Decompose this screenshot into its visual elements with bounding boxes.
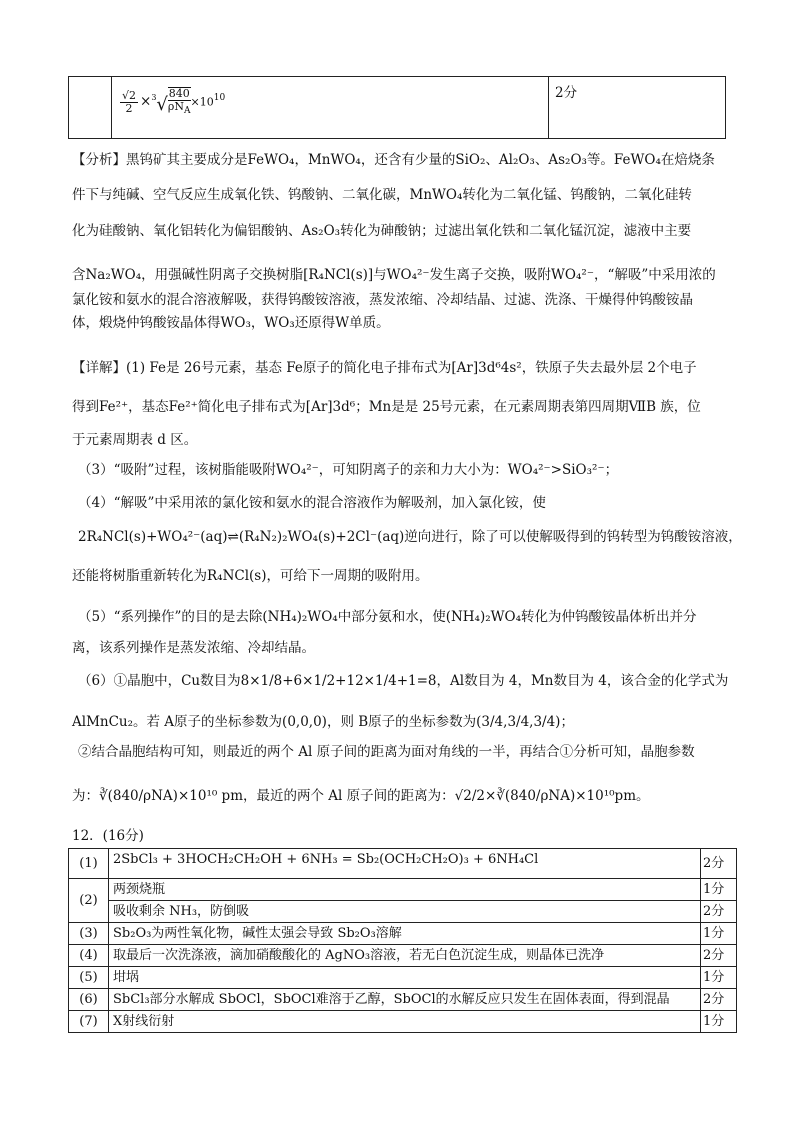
detail-line: 于元素周期表 d 区。 (72, 432, 198, 448)
analysis-line: 化为硅酸钠、氧化铝转化为偏铝酸钠、As₂O₃转化为砷酸钠；过滤出氧化铁和二氧化锰沉淀，滤液中主要 (72, 223, 692, 239)
sqrt2-over-2: $\frac{√2}{2}$ (122, 88, 137, 115)
top-table-score-cell: 2分 (549, 77, 726, 139)
table-row: (6) SbCl₃部分水解成 SbOCl，SbOCl难溶于乙醇，SbOCl的水解反应只发生在固体表面，得到混晶 2分 (69, 989, 737, 1011)
detail-line: ②结合晶胞结构可知，则最近的两个 Al 原子间的距离为面对角线的一半，再结合①分析可知，晶胞参数 (78, 744, 695, 760)
detail-line: （5）“系列操作”的目的是去除(NH₄)₂WO₄中部分氨和水，使(NH₄)₂WO₄转化为仲钨酸铵晶体析出并分 (78, 609, 697, 625)
detail-line: （6）①晶胞中，Cu数目为8×1/8+6×1/2+12×1/4+1=8，Al数目为 4，Mn数目为 4，该合金的化学式为 (78, 673, 729, 689)
analysis-line: 件下与纯碱、空气反应生成氧化铁、钨酸钠、二氧化碳，MnWO₄转化为二氧化锰、钨酸钠，二氧化硅转 (72, 187, 692, 203)
table-row: (2) 两颈烧瓶 1分 (69, 879, 737, 901)
q12-answer-table (68, 848, 737, 1033)
detail-line: 离，该系列操作是蒸发浓缩、冷却结晶。 (72, 640, 315, 656)
analysis-line: 氯化铵和氨水的混合溶液解吸，获得钨酸铵溶液，蒸发浓缩、冷却结晶、过滤、洗涤、干燥得仲钨酸铵晶 (72, 292, 693, 308)
table-row: (4) 取最后一次洗涤液，滴加硝酸酸化的 AgNO₃溶液，若无白色沉淀生成，则晶体已洗净 2分 (69, 945, 737, 967)
table-row: 吸收剩余 NH₃，防倒吸 2分 (69, 901, 737, 923)
detail-line: （3）“吸附”过程，该树脂能吸附WO₄²⁻，可知阴离子的亲和力大小为：WO₄²⁻>SiO₃²⁻； (78, 462, 619, 478)
top-table-formula-cell: $\frac{√2}{2}$ ×$^3$√ 840 $\rho N_A\times 10^{10}$ (112, 77, 549, 139)
top-table-number-cell (69, 77, 112, 139)
detail-line: 【详解】(1) Fe是 26号元素，基态 Fe原子的简化电子排布式为[Ar]3d⁶4s²，铁原子失去最外层 2个电子 (72, 360, 697, 376)
top-answer-table (68, 76, 726, 139)
table-row: (5) 坩埚 1分 (69, 967, 737, 989)
analysis-line: 体，煅烧仲钨酸铵晶体得WO₃，WO₃还原得W单质。 (72, 315, 390, 331)
table-row: (3) Sb₂O₃为两性氧化物，碱性太强会导致 Sb₂O₃溶解 1分 (69, 923, 737, 945)
table-row: (7) X射线衍射 1分 (69, 1011, 737, 1033)
detail-line: 为：∛(840/ρNA)×10¹⁰ pm，最近的两个 Al 原子间的距离为：√2/2×∛(840/ρNA)×10¹⁰pm。 (72, 788, 650, 804)
table-row: (1) 2SbCl₃ + 3HOCH₂CH₂OH + 6NH₃ = Sb₂(OCH₂CH₂O)₃ + 6NH₄Cl 2分 (69, 849, 737, 879)
detail-line: （4）“解吸”中采用浓的氯化铵和氨水的混合溶液作为解吸剂，加入氯化铵，使 (78, 495, 546, 511)
analysis-line: 【分析】黑钨矿其主要成分是FeWO₄，MnWO₄，还含有少量的SiO₂、Al₂O₃、As₂O₃等。FeWO₄在焙烧条 (72, 152, 715, 168)
cube-root: $^3$√ 840 $\rho N_A$ (151, 87, 191, 117)
detail-line: 得到Fe²⁺，基态Fe²⁺简化电子排布式为[Ar]3d⁶；Mn是是 25号元素，在元素周期表第四周期ⅦB 族，位 (72, 399, 701, 415)
detail-line: 还能将树脂重新转化为R₄NCl(s)，可给下一周期的吸附用。 (72, 568, 429, 584)
analysis-line: 含Na₂WO₄，用强碱性阴离子交换树脂[R₄NCl(s)]与WO₄²⁻发生离子交换，吸附WO₄²⁻，“解吸”中采用浓的 (72, 267, 716, 283)
detail-line: 2R₄NCl(s)+WO₄²⁻(aq)⇌(R₄N₂)₂WO₄(s)+2Cl⁻(aq)逆向进行，除了可以使解吸得到的钨转型为钨酸铵溶液， (78, 529, 742, 545)
q12-title: 12．(16分) (72, 828, 144, 844)
detail-line: AlMnCu₂。若 A原子的坐标参数为(0,0,0)，则 B原子的坐标参数为(3/4,3/4,3/4)； (72, 714, 574, 730)
